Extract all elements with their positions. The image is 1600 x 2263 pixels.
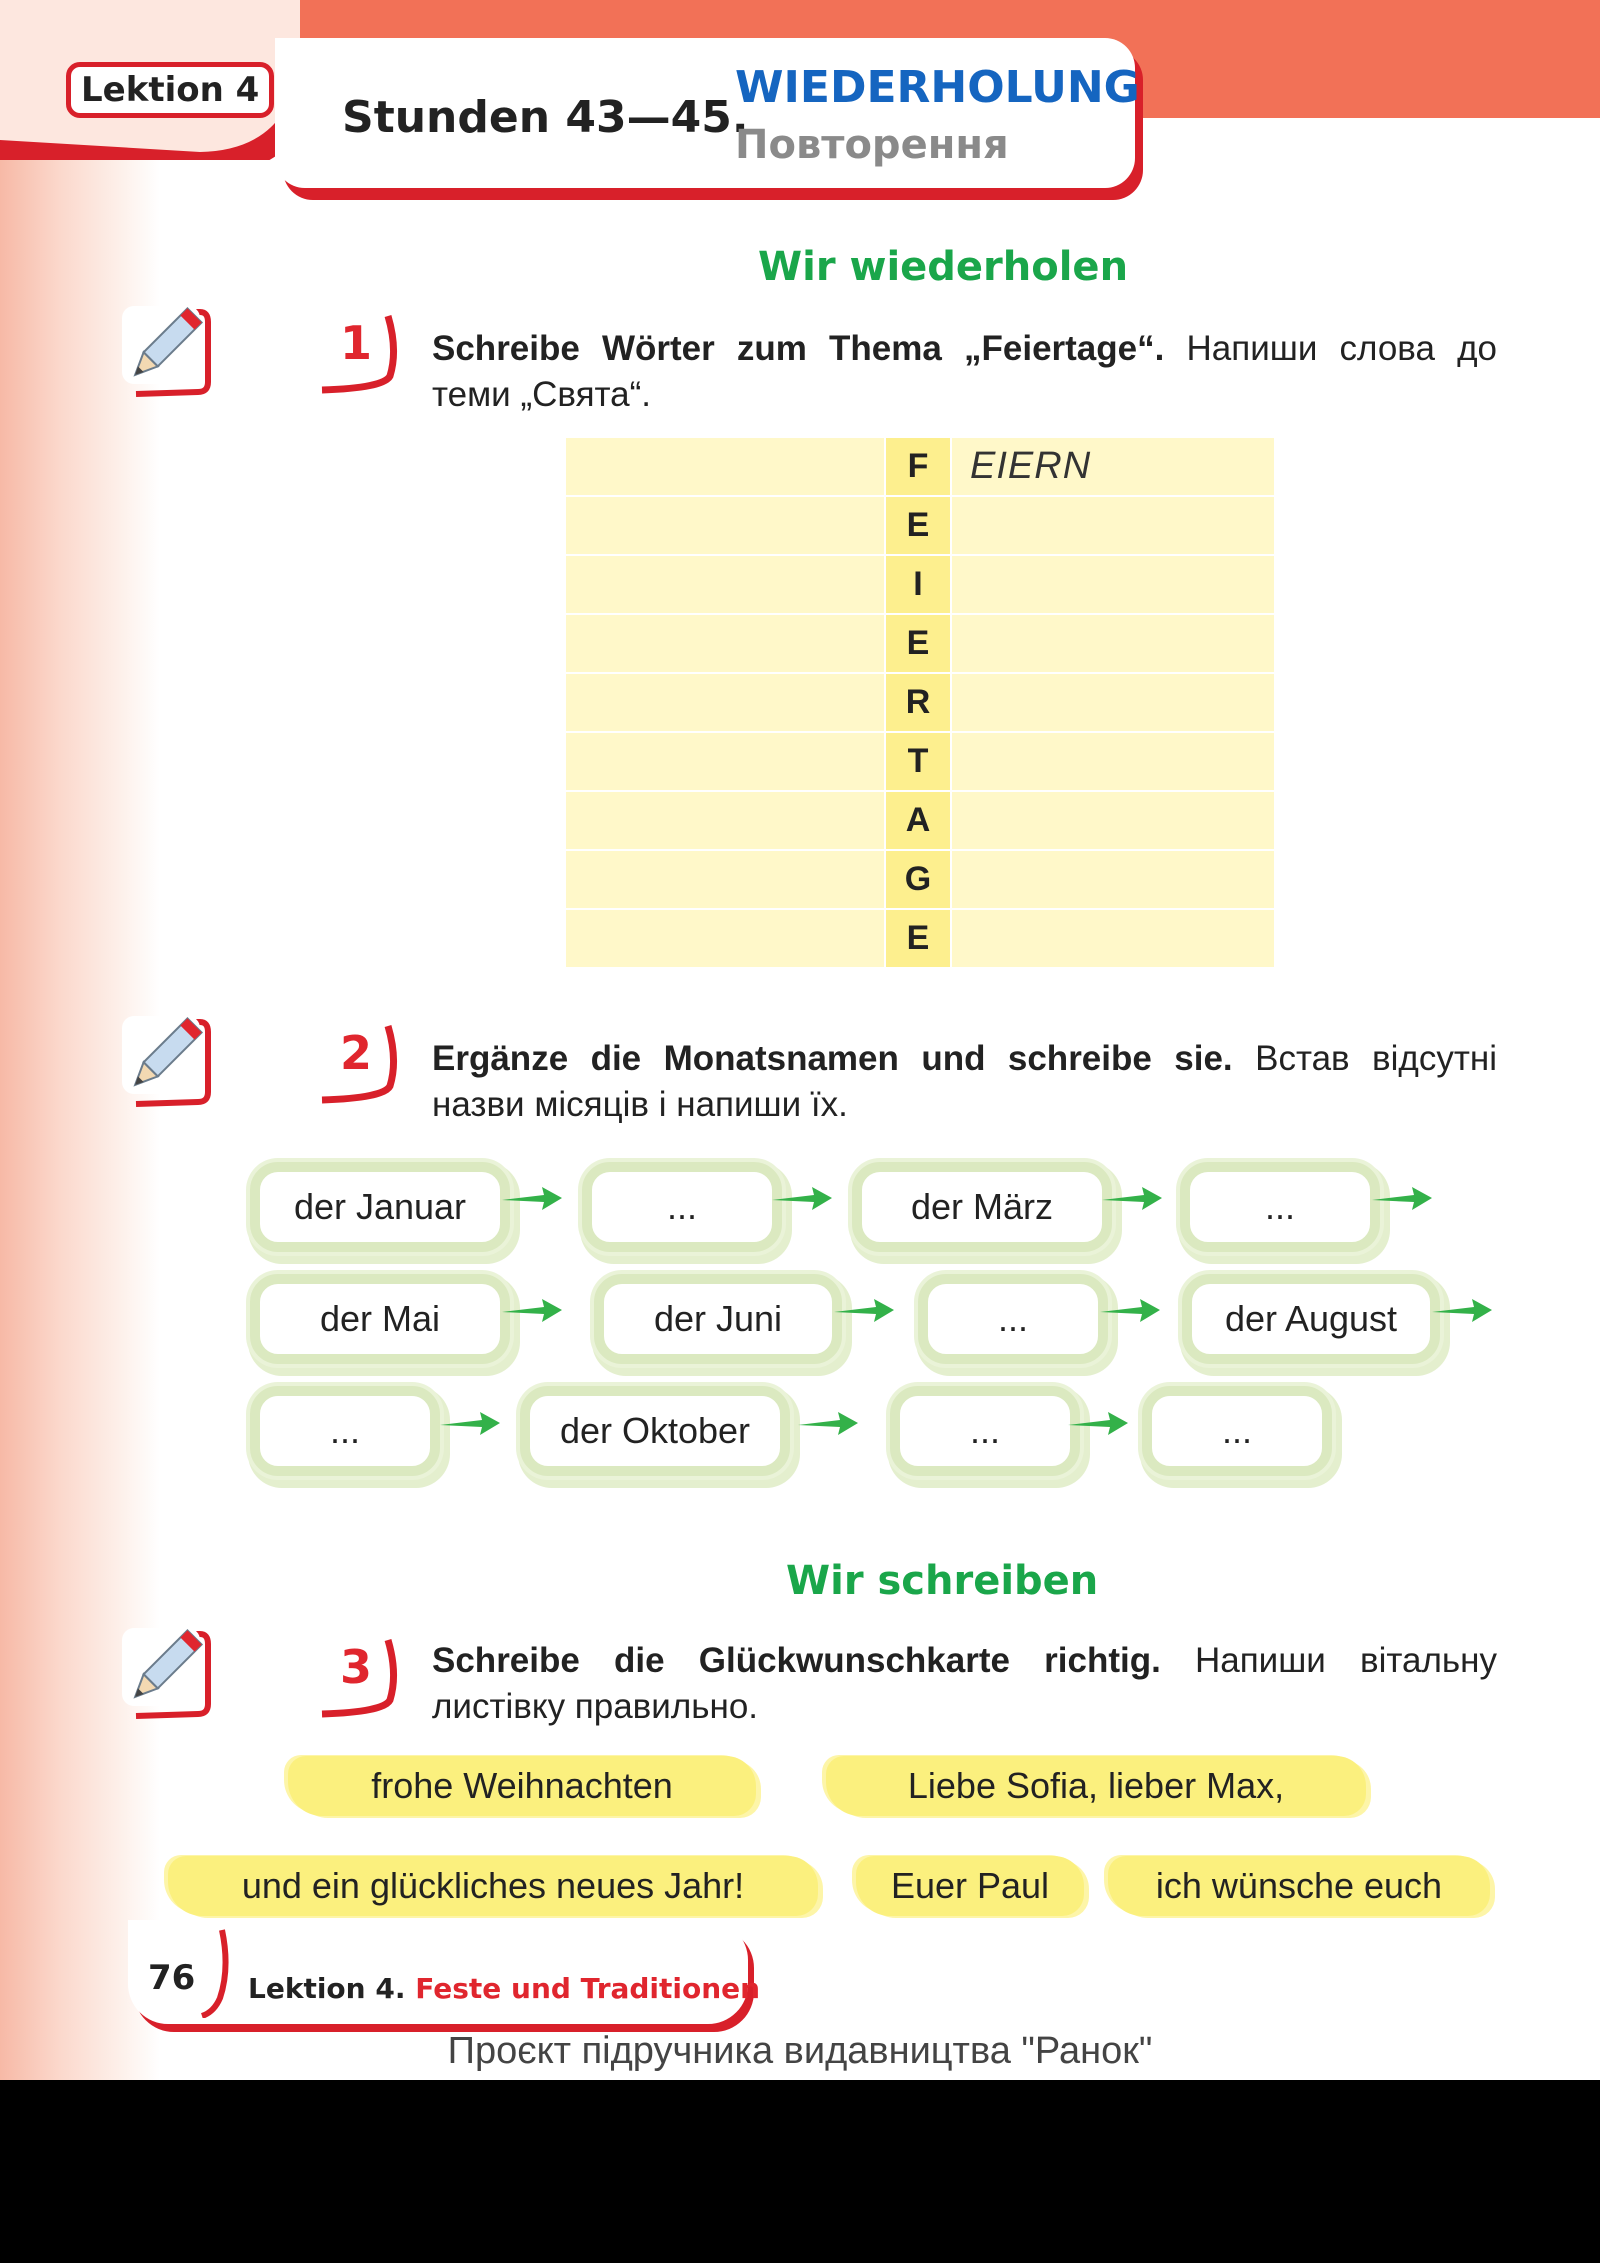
acrostic-letter: A — [886, 792, 950, 849]
pencil-icon — [112, 1008, 222, 1118]
month-box: der August — [1182, 1274, 1440, 1364]
project-note: Проєкт підручника видавництва "Ранок" — [447, 2030, 1153, 2072]
month-box: der März — [852, 1162, 1112, 1252]
acrostic-blank-left[interactable] — [566, 792, 884, 849]
arrow-right-icon — [770, 1183, 834, 1213]
acrostic-row — [566, 910, 1274, 967]
acrostic-table — [566, 438, 1274, 969]
acrostic-answer-cell[interactable] — [952, 733, 1274, 790]
acrostic-letter: I — [886, 556, 950, 613]
task3-instruction-uk: Напиши вітальну листівку правильно. — [432, 1641, 1497, 1726]
footer-lesson-label: Lektion 4. — [248, 1972, 406, 2005]
arrow-right-icon — [796, 1408, 860, 1438]
footer-lesson — [248, 1972, 760, 2005]
month-box[interactable]: ... — [250, 1386, 440, 1476]
acrostic-blank-left[interactable] — [566, 674, 884, 731]
pencil-icon — [112, 298, 222, 408]
footer-divider-icon — [200, 1928, 230, 2018]
acrostic-answer-cell[interactable] — [952, 556, 1274, 613]
acrostic-letter: F — [886, 438, 950, 495]
arrow-right-icon — [1066, 1408, 1130, 1438]
footer-lesson-title: Feste und Traditionen — [415, 1972, 761, 2005]
acrostic-letter: T — [886, 733, 950, 790]
month-box[interactable]: ... — [1142, 1386, 1332, 1476]
acrostic-row — [566, 792, 1274, 849]
card-strip[interactable]: und ein glückliches neues Jahr! — [168, 1856, 818, 1916]
acrostic-blank-left[interactable] — [566, 733, 884, 790]
arrow-right-icon — [1100, 1183, 1164, 1213]
page-title: WIEDERHOLUNG — [735, 62, 1140, 113]
acrostic-blank-left[interactable] — [566, 556, 884, 613]
month-box[interactable]: ... — [918, 1274, 1108, 1364]
acrostic-row — [566, 497, 1274, 554]
acrostic-answer-cell[interactable] — [952, 497, 1274, 554]
page-number: 76 — [148, 1958, 196, 1998]
acrostic-word: EIERN — [970, 445, 1092, 487]
acrostic-blank-left[interactable] — [566, 851, 884, 908]
acrostic-blank-left[interactable] — [566, 438, 884, 495]
section-title-wiederholen: Wir wiederholen — [758, 244, 1129, 290]
task2-instruction-uk: Встав відсутні назви місяців і напиши їх. — [432, 1039, 1497, 1124]
month-box[interactable]: ... — [890, 1386, 1080, 1476]
acrostic-row — [566, 851, 1274, 908]
task-number-2: 2 — [318, 1020, 408, 1110]
acrostic-letter: E — [886, 615, 950, 672]
month-box: der Juni — [594, 1274, 842, 1364]
acrostic-blank-left[interactable] — [566, 615, 884, 672]
page-subtitle: Повторення — [735, 122, 1009, 168]
task-number-3: 3 — [318, 1634, 408, 1724]
task-number-1: 1 — [318, 310, 408, 400]
acrostic-row — [566, 615, 1274, 672]
lesson-badge: Lektion 4 — [66, 62, 274, 118]
month-box[interactable]: ... — [1180, 1162, 1380, 1252]
arrow-right-icon — [500, 1295, 564, 1325]
acrostic-letter: E — [886, 497, 950, 554]
task2-instruction-de: Ergänze die Monatsnamen und schreibe sie. — [432, 1039, 1233, 1078]
acrostic-blank-left[interactable] — [566, 910, 884, 967]
task3-instruction-de: Schreibe die Glückwunschkarte richtig. — [432, 1641, 1161, 1680]
card-strip[interactable]: Liebe Sofia, lieber Max, — [826, 1756, 1366, 1816]
arrow-right-icon — [438, 1408, 502, 1438]
task1-instruction-uk: Напиши слова до теми „Свята“. — [432, 329, 1497, 414]
acrostic-answer-cell[interactable] — [952, 910, 1274, 967]
month-box: der Januar — [250, 1162, 510, 1252]
task1-instruction — [432, 326, 1497, 418]
arrow-right-icon — [500, 1183, 564, 1213]
month-box[interactable]: ... — [582, 1162, 782, 1252]
acrostic-row — [566, 733, 1274, 790]
card-strip[interactable]: ich wünsche euch — [1108, 1856, 1490, 1916]
pencil-icon — [112, 1620, 222, 1730]
card-strip[interactable]: Euer Paul — [856, 1856, 1084, 1916]
acrostic-letter: R — [886, 674, 950, 731]
arrow-right-icon — [832, 1295, 896, 1325]
lesson-hours: Stunden 43—45. — [342, 92, 749, 143]
task2-instruction — [432, 1036, 1497, 1128]
acrostic-answer-cell[interactable] — [952, 674, 1274, 731]
card-strip[interactable]: frohe Weihnachten — [288, 1756, 756, 1816]
task3-instruction — [432, 1638, 1497, 1730]
acrostic-blank-left[interactable] — [566, 497, 884, 554]
arrow-right-icon — [1098, 1295, 1162, 1325]
acrostic-answer-cell[interactable] — [952, 615, 1274, 672]
acrostic-letter: E — [886, 910, 950, 967]
acrostic-row — [566, 556, 1274, 613]
acrostic-letter: G — [886, 851, 950, 908]
month-box: der Mai — [250, 1274, 510, 1364]
acrostic-row — [566, 438, 1274, 495]
acrostic-answer-cell[interactable] — [952, 851, 1274, 908]
acrostic-answer-cell[interactable] — [952, 438, 1274, 495]
task1-instruction-de: Schreibe Wörter zum Thema „Feiertage“. — [432, 329, 1165, 368]
section-title-schreiben: Wir schreiben — [786, 1558, 1099, 1604]
arrow-right-icon — [1370, 1183, 1434, 1213]
month-box: der Oktober — [520, 1386, 790, 1476]
acrostic-row — [566, 674, 1274, 731]
arrow-right-icon — [1430, 1295, 1494, 1325]
acrostic-answer-cell[interactable] — [952, 792, 1274, 849]
